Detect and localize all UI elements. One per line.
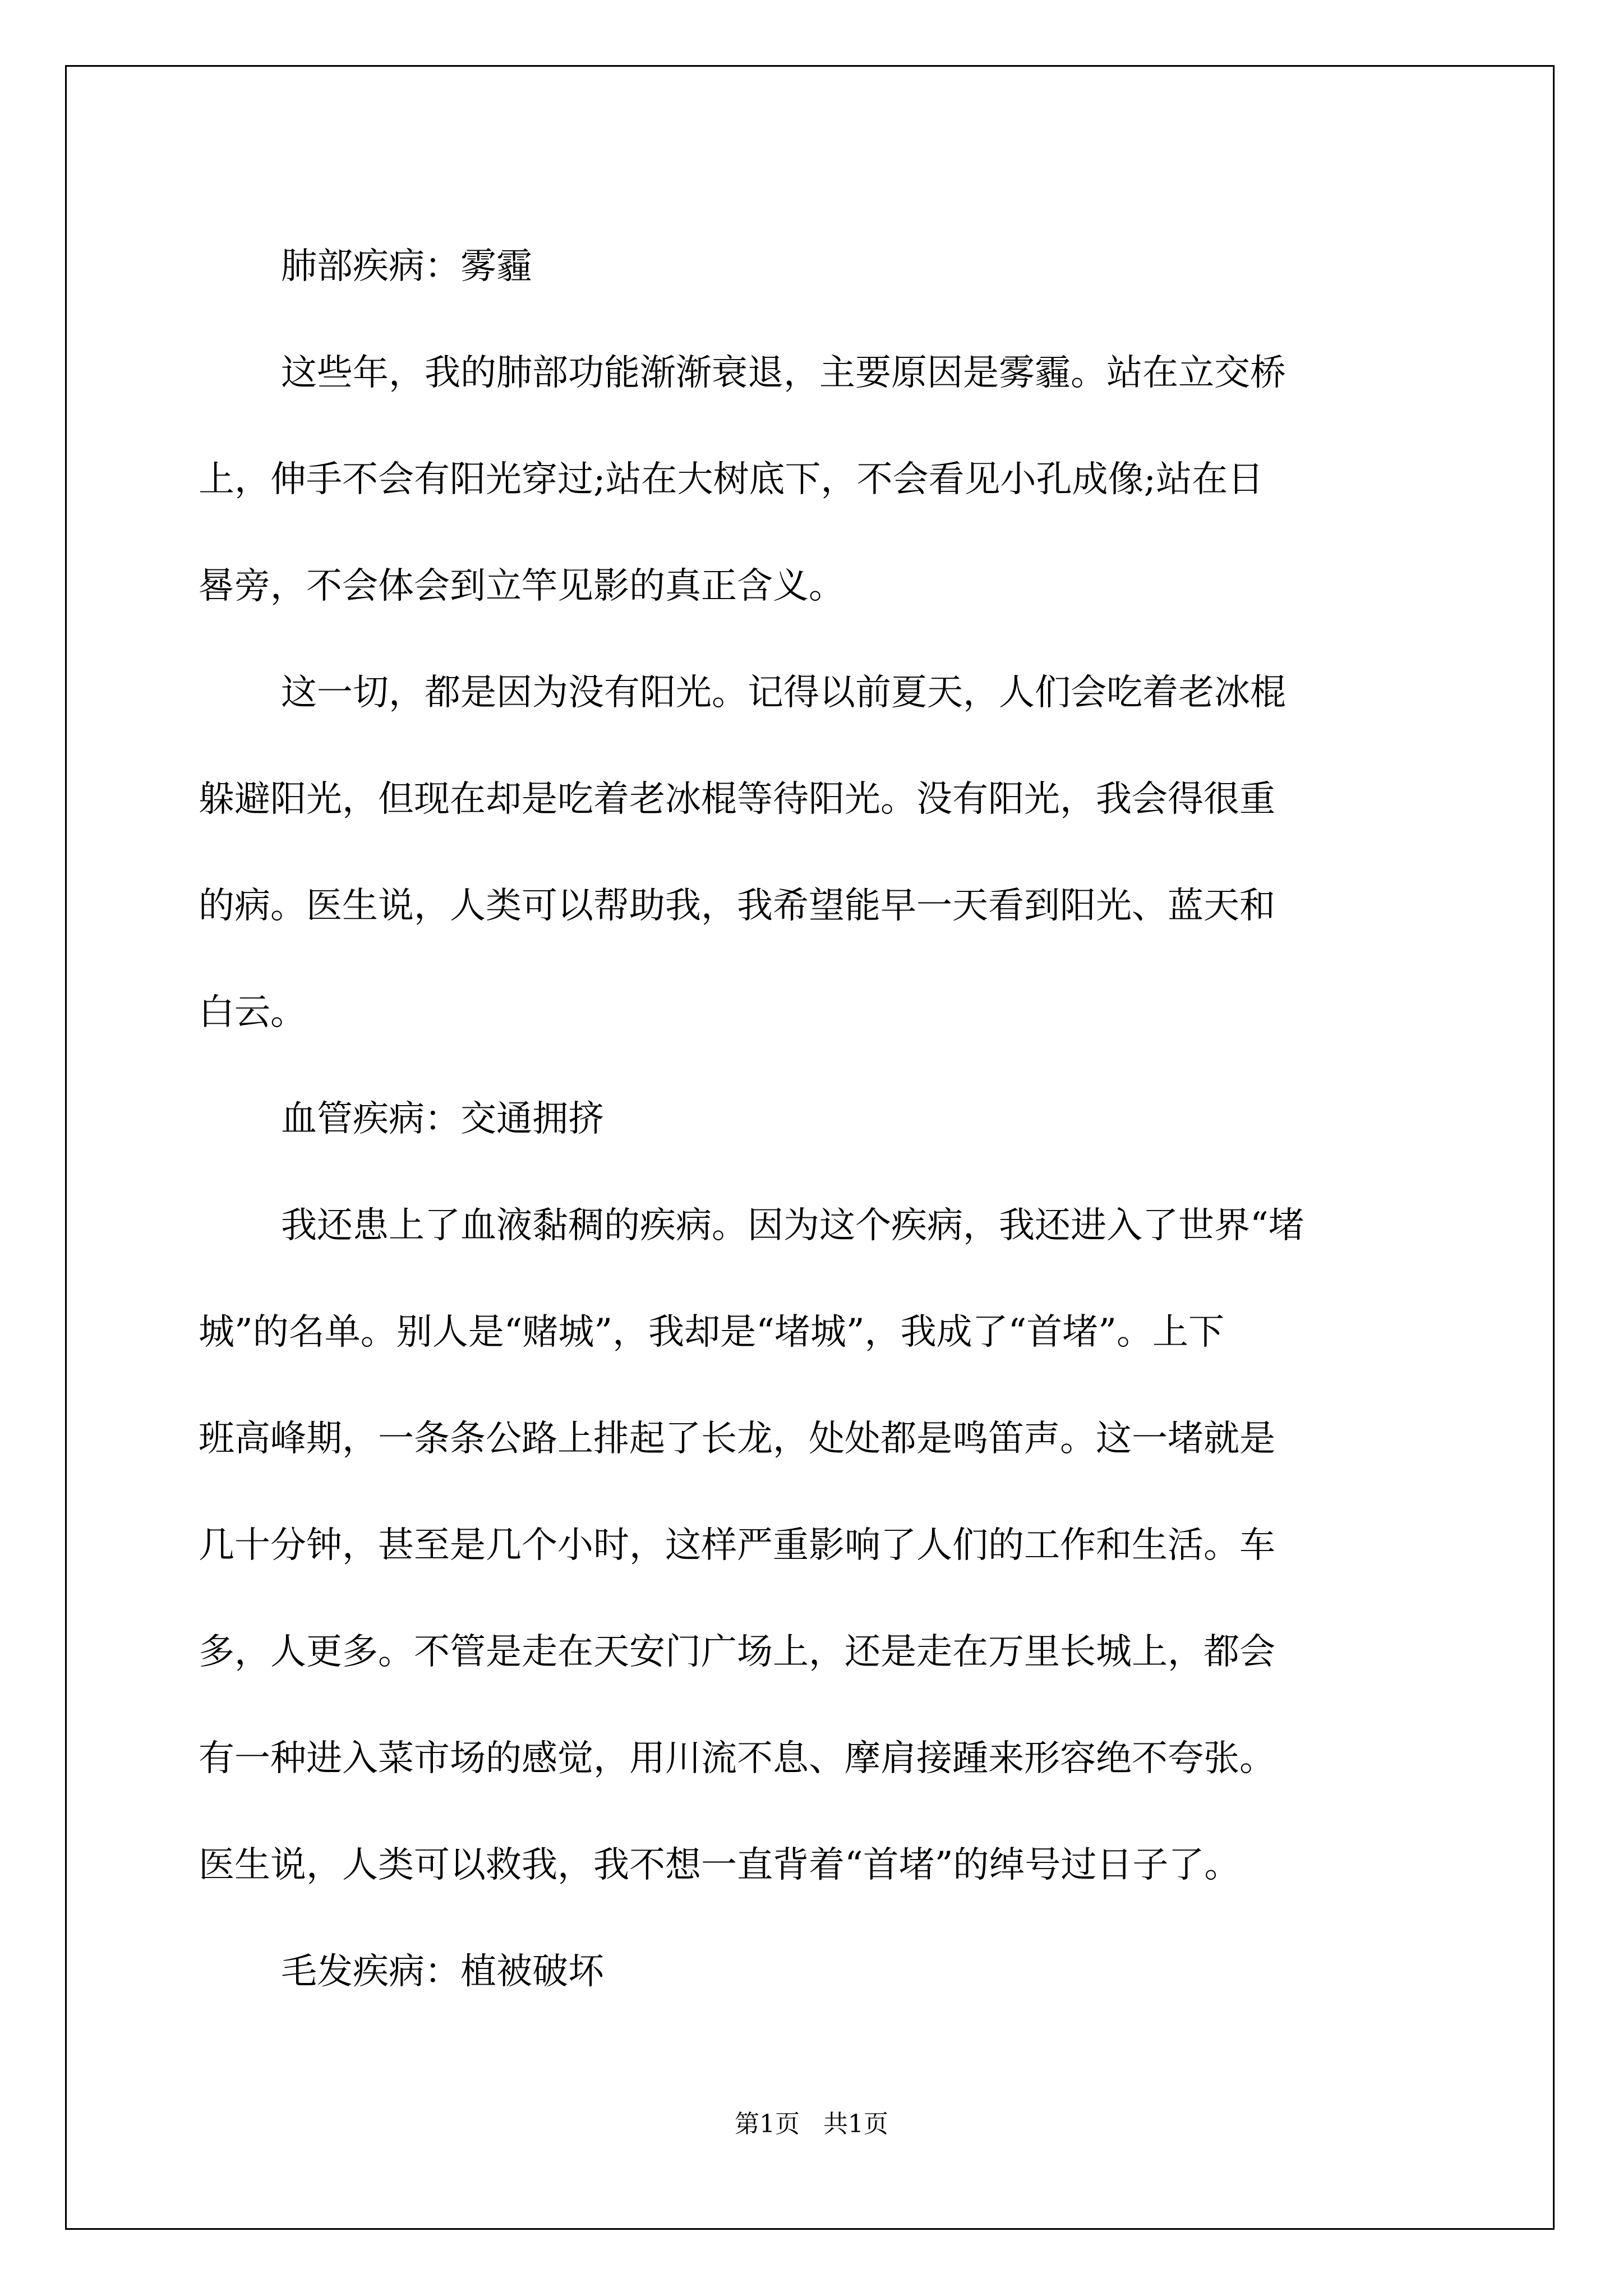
text-line: 班高峰期，一条条公路上排起了长龙，处处都是鸣笛声。这一堵就是 [199,1418,1275,1460]
text-line: 白云。 [199,992,306,1033]
text-line: 有一种进入菜市场的感觉，用川流不息、摩肩接踵来形容绝不夸张。 [199,1738,1275,1779]
paragraph-smog [199,320,1431,639]
text-line: 的病。医生说，人类可以帮助我，我希望能早一天看到阳光、蓝天和 [199,885,1275,927]
text-line: 上，伸手不会有阳光穿过;站在大树底下，不会看见小孔成像;站在日 [199,459,1264,500]
text-line: 这些年，我的肺部功能渐渐衰退，主要原因是雾霾。站在立交桥 [281,352,1286,394]
text-line: 我还患上了血液黏稠的疾病。因为这个疾病，我还进入了世界“堵 [281,1205,1304,1246]
text-line: 医生说，人类可以救我，我不想一直背着“首堵”的绰号过日子了。 [199,1844,1241,1886]
text-line: 城”的名单。别人是“赌城”，我却是“堵城”，我成了“首堵”。上下 [199,1312,1225,1353]
document-body [199,213,1431,2025]
text-line: 躲避阳光，但现在却是吃着老冰棍等待阳光。没有阳光，我会得很重 [199,779,1275,820]
text-line: 几十分钟，甚至是几个小时，这样严重影响了人们的工作和生活。车 [199,1525,1275,1566]
section-heading-hair: 毛发疾病：植被破坏 [281,1951,604,1993]
page-footer: 第1页 共1页 [735,2110,888,2138]
section-heading-lungs: 肺部疾病：雾霾 [281,246,532,287]
text-line: 多，人更多。不管是走在天安门广场上，还是走在万里长城上，都会 [199,1631,1275,1673]
paragraph-no-sunshine [199,639,1431,1066]
section-heading-blood-vessels: 血管疾病：交通拥挤 [281,1098,604,1140]
text-line: 晷旁，不会体会到立竿见影的真正含义。 [199,565,845,607]
text-line: 这一切，都是因为没有阳光。记得以前夏天，人们会吃着老冰棍 [281,672,1286,714]
paragraph-traffic [199,1172,1431,1918]
